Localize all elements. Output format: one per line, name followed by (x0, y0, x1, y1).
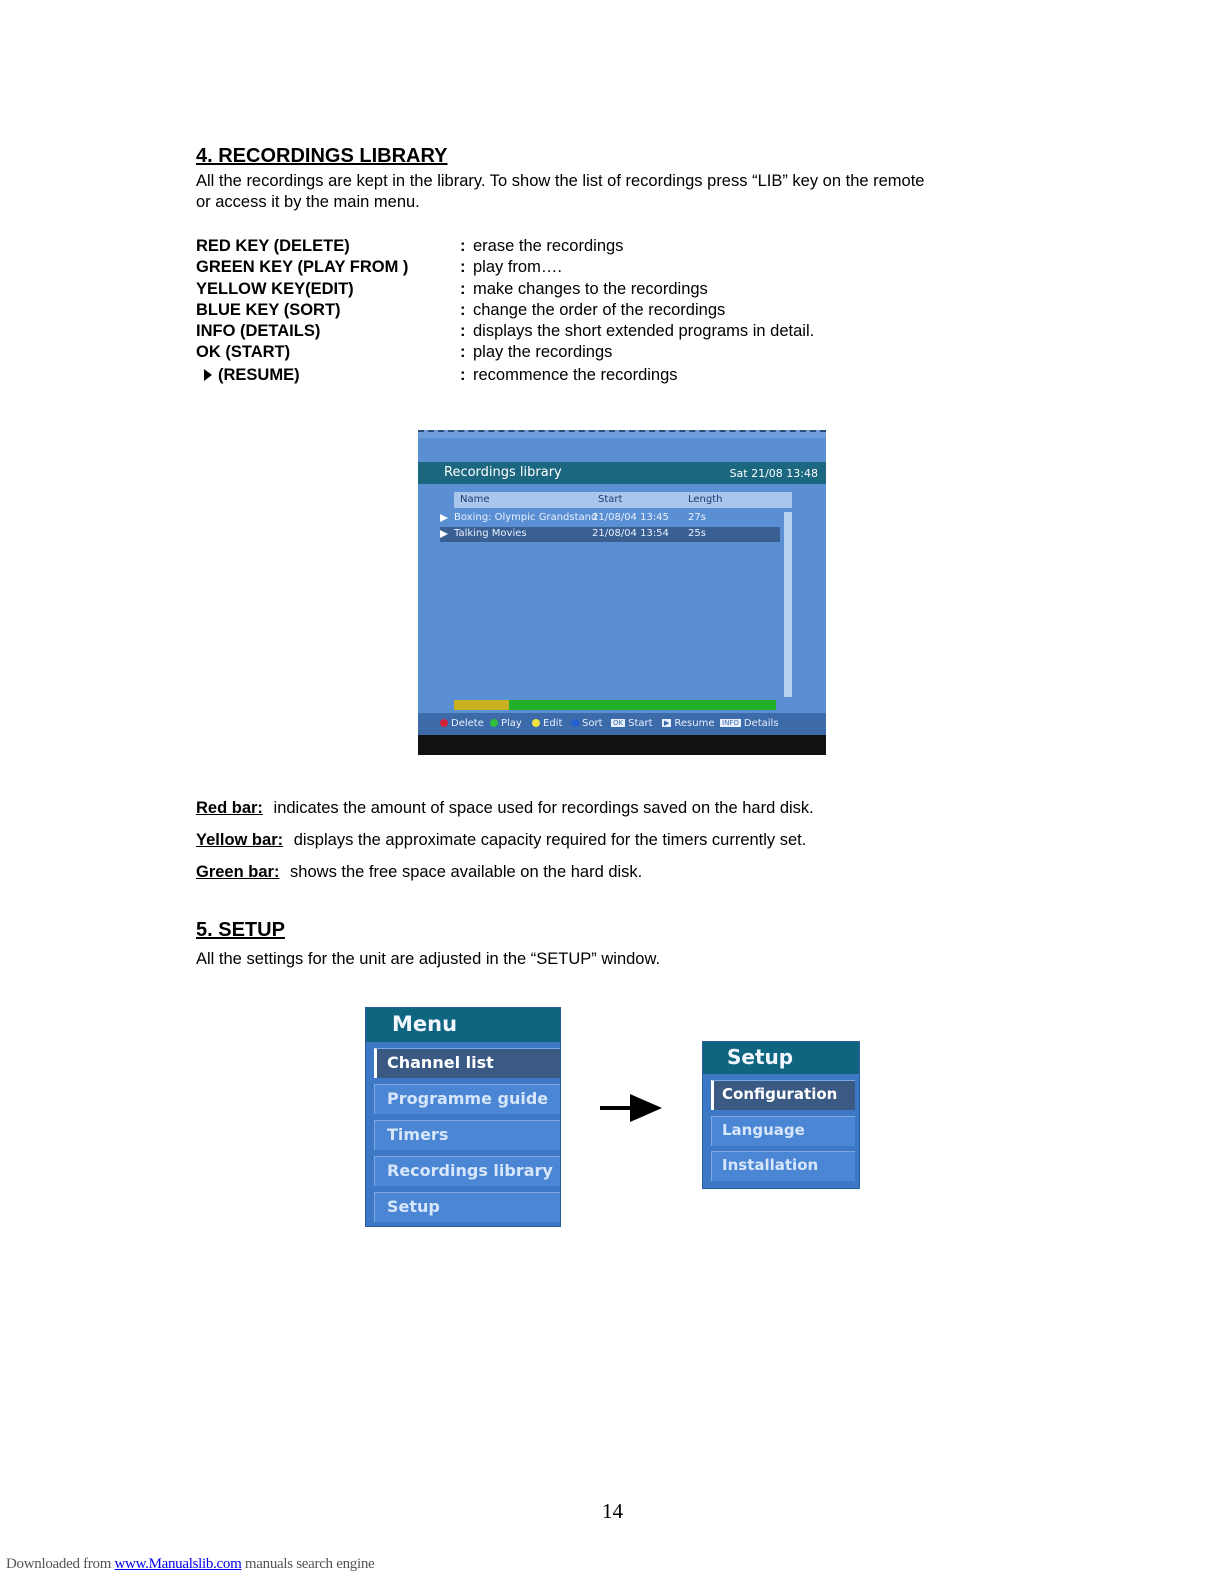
yellow-dot-icon (532, 719, 540, 727)
red-bar-label: Red bar: (196, 799, 263, 817)
key-colon: : (460, 280, 466, 298)
green-dot-icon (490, 719, 498, 727)
green-bar-explanation (196, 863, 642, 882)
main-menu-panel (365, 1007, 561, 1227)
key-colon: : (460, 237, 466, 255)
key-colon: : (460, 258, 466, 276)
legend-edit-label: Edit (543, 718, 563, 729)
key-label: RED KEY (DELETE) (196, 237, 350, 255)
setup-item-installation[interactable]: Installation (711, 1151, 855, 1181)
key-label: INFO (DETAILS) (196, 322, 321, 340)
setup-intro: All the settings for the unit are adjusted in the “SETUP” window. (196, 950, 661, 968)
manualslib-link[interactable]: www.Manualslib.com (114, 1556, 242, 1572)
ok-badge-icon: OK (613, 719, 624, 727)
main-menu-title: Menu (366, 1008, 560, 1042)
screen-datetime: Sat 21/08 13:48 (729, 467, 818, 480)
screen-title: Recordings library (444, 465, 562, 480)
key-description: make changes to the recordings (473, 280, 708, 298)
legend-sort-label: Sort (582, 718, 603, 729)
legend-start-label: Start (628, 718, 653, 729)
screen-title-bar (418, 462, 826, 484)
info-badge-icon: INFO (722, 719, 739, 727)
column-start: Start (598, 494, 623, 505)
page-number: 14 (602, 1499, 623, 1523)
legend-play-label: Play (501, 718, 522, 729)
legend-sort (571, 718, 603, 729)
setup-item-configuration[interactable]: Configuration (711, 1080, 855, 1110)
yellow-bar-explanation (196, 831, 806, 850)
disk-usage-green-bar (509, 700, 776, 710)
recording-length: 25s (688, 528, 706, 539)
menu-item-programme-guide[interactable]: Programme guide (374, 1084, 560, 1114)
legend-details (720, 718, 779, 729)
key-description: play the recordings (473, 343, 613, 361)
footer (6, 1556, 374, 1573)
section-heading-recordings-library: 4. RECORDINGS LIBRARY (196, 145, 448, 167)
key-description: recommence the recordings (473, 366, 678, 384)
key-label: (RESUME) (218, 366, 300, 384)
key-label: GREEN KEY (PLAY FROM ) (196, 258, 409, 276)
legend-resume (662, 718, 714, 729)
scrollbar[interactable] (784, 512, 792, 697)
key-colon: : (460, 343, 466, 361)
key-colon: : (460, 301, 466, 319)
key-description: erase the recordings (473, 237, 624, 255)
section-heading-setup: 5. SETUP (196, 919, 285, 941)
recording-start: 21/08/04 13:54 (592, 528, 669, 539)
screen-top-strip (418, 430, 826, 438)
yellow-bar-text: displays the approximate capacity required for the timers currently set. (293, 831, 807, 849)
recording-name: Boxing: Olympic Grandstand (454, 512, 598, 523)
play-triangle-icon (204, 369, 212, 381)
setup-item-language[interactable]: Language (711, 1116, 855, 1146)
recordings-library-screen (418, 430, 826, 755)
recording-row[interactable] (440, 511, 780, 526)
yellow-bar-label: Yellow bar: (196, 831, 284, 849)
screen-bottom-strip (418, 735, 826, 755)
setup-menu-panel (702, 1041, 860, 1189)
key-colon: : (460, 322, 466, 340)
column-header-row (454, 492, 792, 508)
footer-prefix: Downloaded from (6, 1556, 115, 1572)
red-bar-explanation (196, 799, 814, 818)
resume-play-icon: ▶ (664, 719, 670, 727)
key-label: OK (START) (196, 343, 291, 361)
recording-length: 27s (688, 512, 706, 523)
play-arrow-icon (440, 530, 448, 538)
key-label-wrap (196, 365, 300, 386)
legend-resume-label: Resume (674, 718, 715, 729)
menu-item-setup[interactable]: Setup (374, 1192, 560, 1222)
green-bar-text: shows the free space available on the hard disk. (290, 863, 643, 881)
blue-dot-icon (571, 719, 579, 727)
key-label: YELLOW KEY(EDIT) (196, 280, 354, 298)
intro-line-1: All the recordings are kept in the library. To show the list of recordings press “LIB” key on the remote (196, 172, 925, 190)
legend-delete (440, 718, 484, 729)
column-length: Length (688, 494, 723, 505)
menu-item-recordings-library[interactable]: Recordings library (374, 1156, 560, 1186)
intro-line-2: or access it by the main menu. (196, 193, 420, 211)
footer-suffix: manuals search engine (241, 1556, 375, 1572)
key-description: change the order of the recordings (473, 301, 726, 319)
menu-item-timers[interactable]: Timers (374, 1120, 560, 1150)
recording-name: Talking Movies (454, 528, 527, 539)
key-description: play from…. (473, 258, 562, 276)
arrow-right-icon (630, 1094, 662, 1122)
legend-details-label: Details (743, 718, 779, 729)
legend-edit (532, 718, 562, 729)
setup-menu-title: Setup (703, 1042, 859, 1074)
play-arrow-icon (440, 514, 448, 522)
legend-start (611, 718, 653, 729)
key-colon: : (460, 366, 466, 384)
legend-delete-label: Delete (451, 718, 484, 729)
legend-play (490, 718, 522, 729)
recording-start: 21/08/04 13:45 (592, 512, 669, 523)
column-name: Name (460, 494, 490, 505)
disk-usage-yellow-bar (454, 700, 509, 710)
key-legend (418, 713, 826, 735)
red-bar-text: indicates the amount of space used for recordings saved on the hard disk. (273, 799, 814, 817)
menu-item-channel-list[interactable]: Channel list (374, 1048, 560, 1078)
key-description: displays the short extended programs in detail. (473, 322, 815, 340)
key-label: BLUE KEY (SORT) (196, 301, 341, 319)
red-dot-icon (440, 719, 448, 727)
green-bar-label: Green bar: (196, 863, 280, 881)
recording-row[interactable] (440, 527, 780, 542)
